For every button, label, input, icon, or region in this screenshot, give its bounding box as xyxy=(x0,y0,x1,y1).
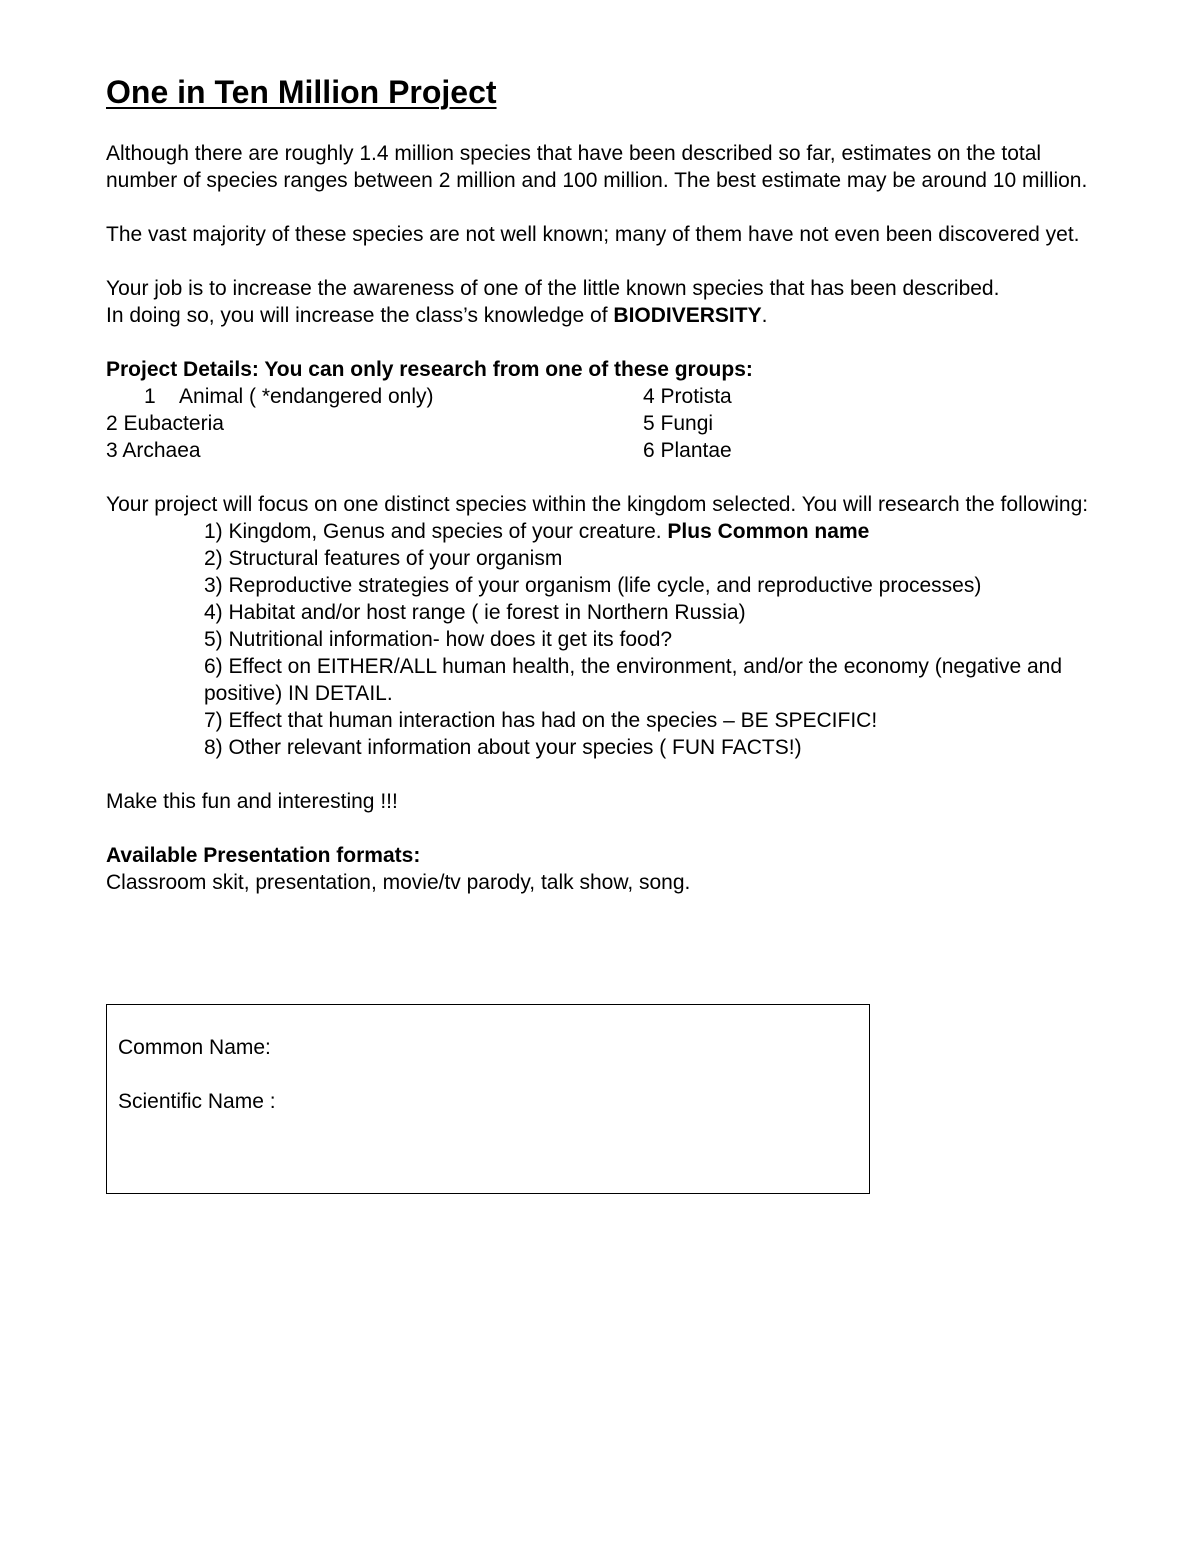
intro-paragraph-species-count: Although there are roughly 1.4 million species that have been described so far, estimates on the total number of species ranges between 2 million and 100 million. The best estimate may be around 10 million. xyxy=(106,142,1088,192)
research-item: 6) Effect on EITHER/ALL human health, the environment, and/or the economy (negative and positive) IN DETAIL. xyxy=(204,655,1063,705)
job-paragraph xyxy=(106,275,1116,329)
research-item-1-bold: Plus Common name xyxy=(667,520,870,543)
intro-paragraph-unknown-species: The vast majority of these species are not well known; many of them have not even been discovered yet. xyxy=(106,223,1080,246)
project-details-heading: Project Details: You can only research from one of these groups: xyxy=(106,358,753,381)
research-intro: Your project will focus on one distinct species within the kingdom selected. You will research the following: xyxy=(106,493,1089,516)
group-item-protista: 4 Protista xyxy=(643,385,732,408)
research-item: 2) Structural features of your organism xyxy=(204,547,563,570)
research-item: 5) Nutritional information- how does it get its food? xyxy=(204,628,673,651)
job-line-2-suffix: . xyxy=(761,304,768,327)
group-animal-number: 1 xyxy=(144,385,156,408)
document-page xyxy=(106,72,1116,896)
research-item xyxy=(204,518,1116,545)
research-item: 8) Other relevant information about your species ( FUN FACTS!) xyxy=(204,736,802,759)
biodiversity-keyword: BIODIVERSITY xyxy=(613,304,762,327)
scientific-name-label: Scientific Name : xyxy=(118,1090,276,1113)
research-list xyxy=(106,518,1116,761)
group-item-archaea: 3 Archaea xyxy=(106,439,201,462)
research-item-1-text: 1) Kingdom, Genus and species of your creature. xyxy=(204,520,668,543)
species-name-box xyxy=(106,1004,870,1194)
group-item-animal xyxy=(144,383,434,410)
group-item-fungi: 5 Fungi xyxy=(643,412,714,435)
formats-heading: Available Presentation formats: xyxy=(106,844,421,867)
research-item: 4) Habitat and/or host range ( ie forest in Northern Russia) xyxy=(204,601,746,624)
research-item: 3) Reproductive strategies of your organism (life cycle, and reproductive processes) xyxy=(204,574,982,597)
closing-line: Make this fun and interesting !!! xyxy=(106,790,398,813)
formats-text: Classroom skit, presentation, movie/tv parody, talk show, song. xyxy=(106,871,691,894)
group-animal-label: Animal ( *endangered only) xyxy=(179,385,434,408)
job-line-2-prefix: In doing so, you will increase the class’s knowledge of xyxy=(106,304,614,327)
group-item-plantae: 6 Plantae xyxy=(643,439,732,462)
kingdom-groups xyxy=(106,383,1116,464)
page-title: One in Ten Million Project xyxy=(106,74,497,110)
research-item: 7) Effect that human interaction has had on the species – BE SPECIFIC! xyxy=(204,709,878,732)
job-line-1: Your job is to increase the awareness of one of the little known species that has been described. xyxy=(106,277,1000,300)
group-item-eubacteria: 2 Eubacteria xyxy=(106,412,224,435)
common-name-label: Common Name: xyxy=(118,1036,271,1059)
